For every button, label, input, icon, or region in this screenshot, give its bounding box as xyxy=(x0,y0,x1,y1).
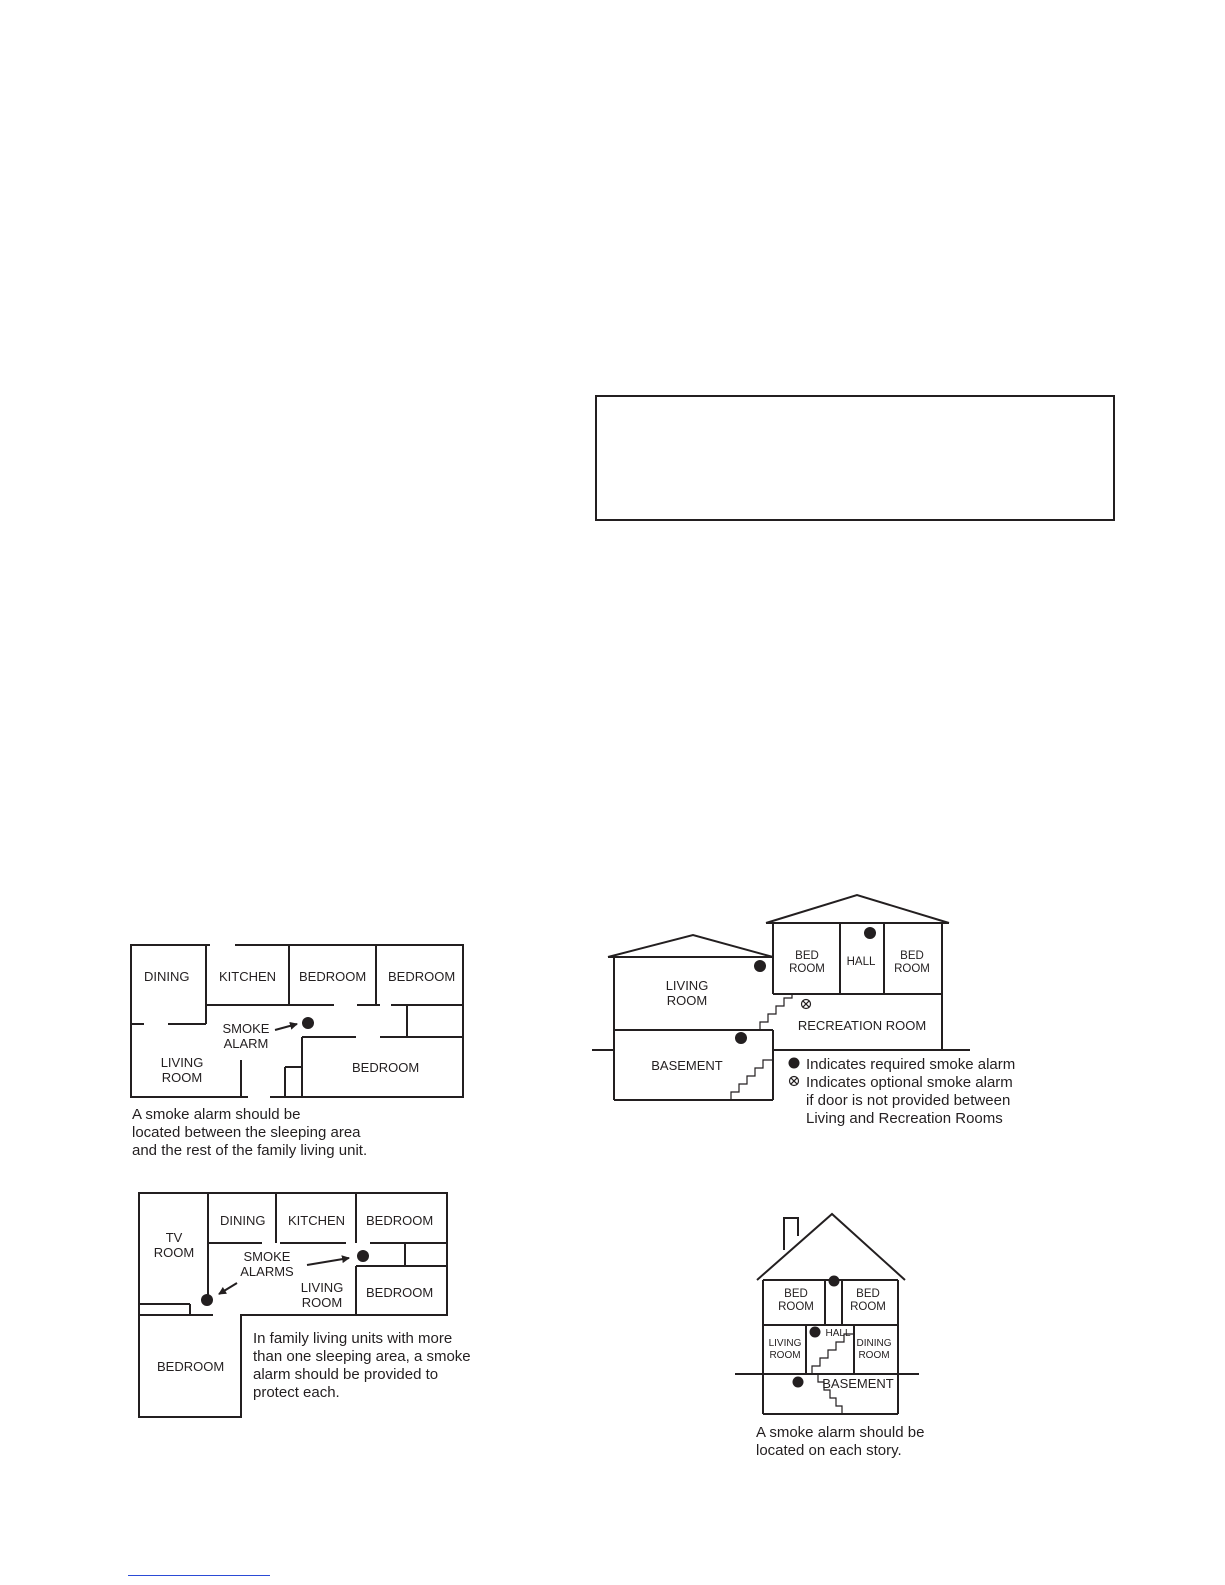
smoke-alarm-dot xyxy=(201,1294,213,1306)
legend-optional: if door is not provided between xyxy=(806,1092,1011,1109)
smoke-alarm-dot xyxy=(829,1276,840,1287)
legend-required: Indicates required smoke alarm xyxy=(806,1056,1016,1073)
legend-optional-icon xyxy=(790,1077,799,1086)
room-kitchen: KITCHEN xyxy=(219,969,277,984)
room-dining: DINING xyxy=(220,1213,266,1228)
caption-line: In family living units with more xyxy=(253,1330,453,1347)
room-bedroom: BEDROOM xyxy=(388,969,456,984)
room-living: ROOM xyxy=(161,1070,203,1085)
room-basement: BASEMENT xyxy=(822,1376,894,1391)
smoke-alarm-dot xyxy=(793,1377,804,1388)
arrow-icon xyxy=(307,1258,349,1265)
caption-line: alarm should be provided to xyxy=(253,1366,439,1383)
caption-line: located between the sleeping area xyxy=(132,1124,361,1141)
room-bedroom: ROOM xyxy=(789,963,825,975)
room-dining: DINING xyxy=(144,969,190,984)
room-tv: TV xyxy=(165,1230,183,1245)
smoke-alarm-dot xyxy=(302,1017,314,1029)
caption-line: than one sleeping area, a smoke xyxy=(253,1348,471,1365)
room-living: LIVING xyxy=(665,978,709,993)
arrow-icon xyxy=(219,1283,237,1294)
room-hall: HALL xyxy=(825,1328,851,1339)
smoke-alarms-label: SMOKE xyxy=(243,1249,291,1264)
arrow-icon xyxy=(275,1024,297,1030)
room-bedroom: BEDROOM xyxy=(366,1285,434,1300)
room-recreation: RECREATION ROOM xyxy=(797,1018,927,1033)
smoke-alarm-dot xyxy=(810,1327,821,1338)
caption-line: and the rest of the family living unit. xyxy=(132,1142,368,1159)
room-bedroom: BEDROOM xyxy=(366,1213,434,1228)
room-basement: BASEMENT xyxy=(651,1058,723,1073)
room-bedroom: BEDROOM xyxy=(352,1060,420,1075)
room-living: ROOM xyxy=(301,1295,343,1310)
smoke-alarm-label: SMOKE xyxy=(222,1021,270,1036)
caption-line: A smoke alarm should be xyxy=(756,1424,925,1441)
room-bedroom: BED xyxy=(900,950,924,962)
caption-line: located on each story. xyxy=(756,1442,902,1459)
smoke-alarm-dot xyxy=(357,1250,369,1262)
room-living: ROOM xyxy=(666,993,708,1008)
legend-optional: Living and Recreation Rooms xyxy=(806,1110,1003,1127)
room-bedroom: ROOM xyxy=(850,1301,886,1313)
room-tv: ROOM xyxy=(153,1245,195,1260)
room-living: LIVING xyxy=(768,1338,802,1349)
room-kitchen: KITCHEN xyxy=(288,1213,346,1228)
smoke-alarm-dot xyxy=(864,927,876,939)
room-bedroom: BED xyxy=(795,950,819,962)
room-living: ROOM xyxy=(769,1350,801,1361)
smoke-alarms-label: ALARMS xyxy=(240,1264,294,1279)
caption-line: A smoke alarm should be xyxy=(132,1106,301,1123)
room-dining: ROOM xyxy=(858,1350,890,1361)
room-dining: DINING xyxy=(856,1338,892,1349)
caption-line: protect each. xyxy=(253,1384,340,1401)
footer-link-underline xyxy=(128,1575,270,1576)
room-living: LIVING xyxy=(300,1280,344,1295)
smoke-alarm-label: ALARM xyxy=(223,1036,269,1051)
optional-alarm-icon xyxy=(802,1000,811,1009)
room-bedroom: BEDROOM xyxy=(299,969,367,984)
room-hall: HALL xyxy=(846,956,876,968)
room-bedroom: BEDROOM xyxy=(157,1359,225,1374)
smoke-alarm-dot xyxy=(754,960,766,972)
room-bedroom: ROOM xyxy=(778,1301,814,1313)
room-bedroom: BED xyxy=(856,1288,880,1300)
legend-optional: Indicates optional smoke alarm xyxy=(806,1074,1013,1091)
legend-required-dot xyxy=(789,1058,800,1069)
smoke-alarm-dot xyxy=(735,1032,747,1044)
room-bedroom: ROOM xyxy=(894,963,930,975)
room-bedroom: BED xyxy=(784,1288,808,1300)
room-living: LIVING xyxy=(160,1055,204,1070)
